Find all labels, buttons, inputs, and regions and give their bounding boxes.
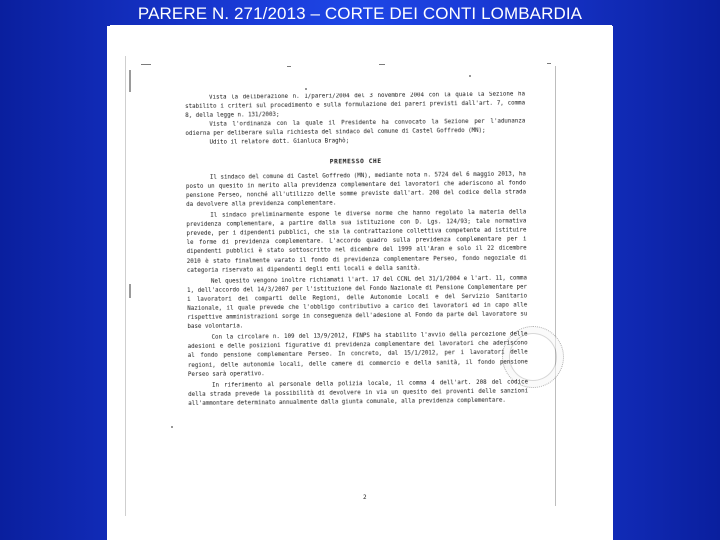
top-scan-dash: [379, 64, 385, 65]
body-paragraph: Nel quesito vengono inoltre richiamati l'art. 17 del CCNL del 31/1/2004 e l'art. 11, comma 1, dell'accordo del 14/3/2007 per l'istituzione del Fondo Nazionale di Pensione Complementare per i lavoratori dei comparti delle Regioni, delle Autonomie Locali e del Servizio Sanitario Nazionale, il quale prevede che l'obbligo contributivo a carico dei lavoratori ed in capo alle rispettive amministrazioni sorge in conseguenza dell'adesione al Fondo da parte del lavoratore su base volontaria.: [187, 275, 528, 331]
top-scan-dash: [141, 64, 151, 65]
intro-paragraph: Udito il relatore dott. Gianluca Braghò;: [209, 138, 350, 147]
body-paragraph: Il sindaco preliminarmente espone le diverse norme che hanno regolato la materia della previdenza complementare, a partire dalla sua istituzione con D. Lgs. 124/93; tale normativa prevede, per i dipendenti pubblici, che sia la contrattazione collettiva competente ad istituire le forme di previdenza complementare. L'accordo quadro sulla previdenza complementare per i dipendenti pubblici è stato sottoscritto nel dicembre del 1999 all'Aran e solo il 22 dicembre 2010 è stato finalmente varato il fondo di previdenza complementare Perseo, fondo negoziale di categoria riservato ai dipendenti degli enti locali e della sanità.: [186, 209, 527, 274]
document-body: [185, 90, 528, 409]
slide-title: PARERE N. 271/2013 – CORTE DEI CONTI LOMBARDIA: [137, 4, 583, 23]
scan-speck: [171, 426, 173, 428]
top-scan-dash: [547, 63, 551, 64]
page-right-edge: [555, 66, 556, 506]
scan-speck: [469, 75, 471, 77]
section-heading: PREMESSO CHE: [329, 157, 382, 166]
scan-speck: [305, 88, 307, 90]
page-left-edge: [125, 56, 126, 516]
margin-mark: [129, 284, 131, 298]
body-paragraph: In riferimento al personale della polizia locale, il comma 4 dell'art. 208 del codice della strada prevede la possibilità di devolvere in via un quesito dei proventi delle sanzioni all'ammontare determinato annualmente dalla giunta comunale, alla previdenza complementare.: [188, 379, 529, 407]
intro-paragraph: Vista l'ordinanza con la quale il Presidente ha convocato la Sezione per l'adunanza odierna per deliberare sulla richiesta del sindaco del comune di Castel Goffredo (MN);: [185, 118, 526, 138]
intro-paragraph: Vista la deliberazione n. 1/pareri/2004 del 3 novembre 2004 con la quale la Sezione ha stabilito i criteri sul procedimento e sulla formulazione dei pareri previsti dall'art. 7, comma 8, della legge n. 131/2003;: [185, 91, 526, 120]
scanned-document-page: [107, 26, 613, 540]
top-scan-dash: [287, 66, 291, 67]
body-paragraph: Il sindaco del comune di Castel Goffredo (MN), mediante nota n. 5724 del 6 maggio 2013, ha posto un quesito in merito alla previdenza complementare dei lavoratori che aderiscono al fondo pensione Perseo, nonché all'utilizzo delle somme previste dall'art. 208 del codice della strada da devolvere alla previdenza complementare.: [185, 171, 527, 208]
margin-mark: [129, 70, 131, 92]
page-number: 2: [363, 494, 367, 501]
body-paragraph: Con la circolare n. 109 del 13/9/2012, FINPS ha stabilito l'avvio della percezione delle adesioni e delle posizioni figurative di previdenza complementare dei lavoratori che aderiscono al fondo pensione complementare Perseo. In concreto, dal 15/1/2012, per i lavoratori delle regioni, delle autonomie locali, delle camere di commercio e della sanità, il fondo pensione Perseo sarà operativo.: [187, 331, 528, 378]
